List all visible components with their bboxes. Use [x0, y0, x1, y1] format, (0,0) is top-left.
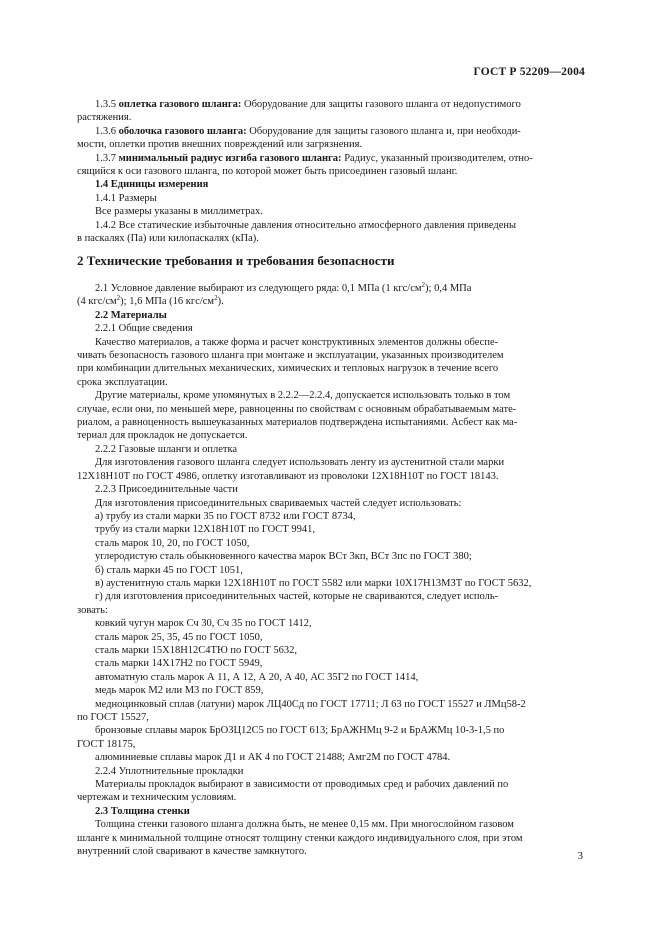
heading-2-2 — [77, 309, 584, 322]
text-line: автоматную сталь марок А 11, А 12, А 20, А 40, АС 35Г2 по ГОСТ 1414, — [95, 671, 419, 683]
term: оболочка газового шланга: — [118, 125, 247, 137]
text-line: срока эксплуатации. — [77, 376, 168, 388]
text-line: шланге к минимальной толщине относят толщину стенки каждого индивидуального слоя, при этом — [77, 832, 523, 844]
heading-2-2-2: 2.2.2 Газовые шланги и оплетка — [95, 443, 238, 455]
heading-2-2-4: 2.2.4 Уплотнительные прокладки — [95, 765, 244, 777]
heading-2-2-3: 2.2.3 Присоединительные части — [95, 484, 238, 496]
section-2-body — [77, 282, 584, 858]
page-number: 3 — [577, 850, 583, 862]
term: минимальный радиус изгиба газового шланга: — [118, 152, 342, 164]
text-line: чертежам и техническим условиям. — [77, 792, 237, 804]
definition-1-3-7 — [77, 152, 584, 165]
text-line: Для изготовления газового шланга следует использовать ленту из аустенитной стали марки — [95, 457, 505, 469]
heading-2-2-1: 2.2.1 Общие сведения — [95, 323, 193, 335]
text-line: 12Х18Н10Т по ГОСТ 4986, оплетку изготавливают из проволоки 12Х18Н10Т по ГОСТ 18143. — [77, 470, 499, 482]
units-sizes: 1.4.1 Размеры — [95, 192, 157, 204]
clause-2-2-3-list — [77, 497, 584, 765]
text-line: Качество материалов, а также форма и расчет конструктивных элементов должны обеспе- — [95, 336, 499, 348]
clause-2-2-1-text — [77, 336, 584, 390]
text-line: сталь марок 10, 20, по ГОСТ 1050, — [95, 537, 250, 549]
definition-text: Радиус, указанный производителем, отно- — [341, 152, 533, 164]
clause-2-2-2-text — [77, 456, 584, 483]
text-line: чивать безопасность газового шланга при монтаже и эксплуатации, указанных производителем — [77, 350, 504, 362]
definition-text: Оборудование для защиты газового шланга и, при необходи- — [246, 125, 521, 137]
definition-1-3-6 — [77, 125, 584, 138]
text-line: териал для прокладок не допускается. — [77, 430, 248, 442]
text-line: а) трубу из стали марки 35 по ГОСТ 8732 или ГОСТ 8734, — [95, 510, 356, 522]
definitions-block — [77, 98, 584, 245]
clause-2-2-4-text — [77, 778, 584, 805]
text-line: сталь марок 25, 35, 45 по ГОСТ 1050, — [95, 631, 263, 643]
clause-number: 1.3.6 — [95, 125, 116, 137]
heading-2-3 — [77, 805, 584, 818]
definition-text: Оборудование для защиты газового шланга от недопустимого — [241, 99, 521, 110]
definition-1-3-6-cont: мости, оплетки против внешних повреждений или загрязнения. — [77, 139, 363, 151]
text-line: случае, если они, по меньшей мере, равноценны по свойствам с основным обрабатываемым мате- — [77, 403, 517, 415]
text-line: зовать: — [77, 604, 108, 616]
text-line: Другие материалы, кроме упомянутых в 2.2.2—2.2.4, допускается использовать только в том — [95, 390, 511, 402]
text-line: ковкий чугун марок Сч 30, Сч 35 по ГОСТ 1412, — [95, 618, 312, 630]
clause-number: 1.3.7 — [95, 152, 116, 164]
text-line: сталь марки 15Х18Н12С4ТЮ по ГОСТ 5632, — [95, 644, 298, 656]
text-line: медь марок М2 или М3 по ГОСТ 859, — [95, 685, 264, 697]
text-line: Для изготовления присоединительных свариваемых частей следует использовать: — [95, 497, 462, 509]
text-line: углеродистую сталь обыкновенного качества марок ВСт 3кп, ВСт 3пс по ГОСТ 380; — [95, 551, 472, 563]
standard-number: ГОСТ Р 52209—2004 — [473, 66, 585, 78]
text-line: внутренний слой сваривают в качестве замкнутого. — [77, 846, 307, 858]
units-heading-text: 1.4 Единицы измерения — [95, 179, 209, 191]
text-line: по ГОСТ 15527, — [77, 712, 149, 723]
text-line: при комбинации длительных механических, химических и тепловых нагрузок в течение всего — [77, 363, 499, 375]
definition-1-3-5 — [77, 98, 584, 111]
clause-2-1-cont: (4 кгс/$см^2$); 1,6 МПа (16 кгс/$см^2$). — [77, 294, 224, 308]
units-pressure-cont: в паскалях (Па) или килопаскалях (кПа). — [77, 233, 259, 245]
text-line: медноцинковый сплав (латуни) марок ЛЦ40Сд по ГОСТ 17711; Л 63 по ГОСТ 15527 и ЛМц58-2 — [95, 698, 526, 710]
units-mm: Все размеры указаны в миллиметрах. — [95, 206, 263, 218]
clause-number: 1.3.5 — [95, 99, 116, 110]
text-line: в) аустенитную сталь марки 12Х18Н10Т по ГОСТ 5582 или марки 10Х17Н13М3Т по ГОСТ 5632, — [95, 577, 532, 589]
heading-2-3-text: 2.3 Толщина стенки — [95, 805, 190, 817]
clause-2-1: 2.1 Условное давление выбирают из следующего ряда: 0,1 МПа (1 кгс/$см^2$); 0,4 МПа — [95, 281, 472, 294]
section-2-title: 2 Технические требования и требования безопасности — [77, 253, 395, 268]
text-line: сталь марки 14Х17Н2 по ГОСТ 5949, — [95, 658, 263, 670]
definition-1-3-5-cont: растяжения. — [77, 112, 132, 124]
clause-2-2-1-other — [77, 389, 584, 443]
text-line: бронзовые сплавы марок БрОЗЦ12С5 по ГОСТ 613; БрАЖНМц 9-2 и БрАЖМц 10-3-1,5 по — [95, 725, 505, 737]
text-line: ГОСТ 18175, — [77, 738, 136, 750]
heading-2-2-text: 2.2 Материалы — [95, 309, 167, 321]
text-line: трубу из стали марки 12Х18Н10Т по ГОСТ 9941, — [95, 524, 315, 536]
units-heading — [77, 178, 584, 191]
clause-2-3-text — [77, 818, 584, 858]
text-line: Толщина стенки газового шланга должна быть, не менее 0,15 мм. При многослойном газовом — [95, 819, 514, 831]
text-line: риалом, а равноценность вышеуказанных материалов подтверждена испытаниями. Асбест как ма- — [77, 417, 518, 429]
text-line: г) для изготовления присоединительных частей, которые не свариваются, следует исполь- — [95, 591, 499, 603]
units-pressure: 1.4.2 Все статические избыточные давления относительно атмосферного давления приведены — [95, 219, 517, 231]
text-line: б) сталь марки 45 по ГОСТ 1051, — [95, 564, 243, 576]
term: оплетка газового шланга: — [118, 99, 242, 110]
definition-1-3-7-cont: сящийся к оси газового шланга, по которой может быть присоединен газовый шланг. — [77, 166, 458, 178]
text-line: алюминиевые сплавы марок Д1 и АК 4 по ГОСТ 21488; Амг2М по ГОСТ 4784. — [95, 752, 451, 764]
text-line: Материалы прокладок выбирают в зависимости от проводимых сред и рабочих давлений по — [95, 779, 509, 791]
